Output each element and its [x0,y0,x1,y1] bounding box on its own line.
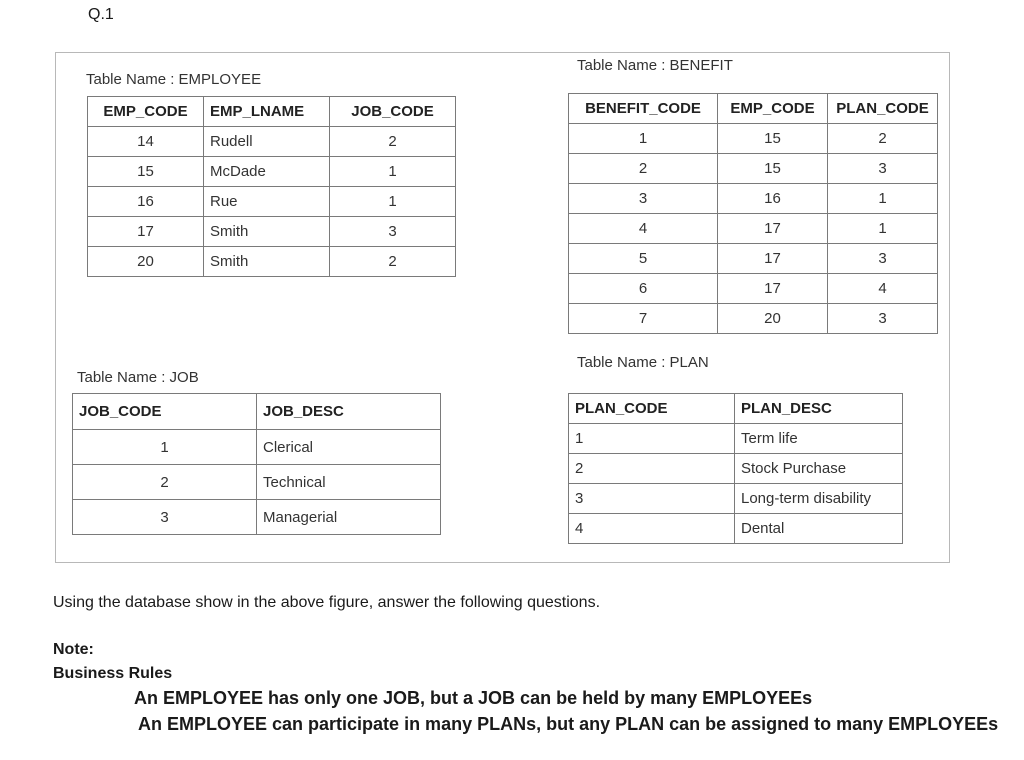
table-cell: 1 [73,430,257,465]
table-cell: 1 [569,424,735,454]
table-row [73,465,441,500]
table-row [569,214,938,244]
table-cell: 15 [718,124,828,154]
question-number: Q.1 [88,6,114,23]
employee-table [87,96,456,277]
table-row [569,184,938,214]
table-cell: McDade [204,157,330,187]
table-cell: Term life [735,424,903,454]
table-cell: Clerical [257,430,441,465]
benefit-header-benefit-code: BENEFIT_CODE [569,94,718,124]
table-cell: Managerial [257,500,441,535]
table-cell: 17 [718,214,828,244]
table-row [88,217,456,247]
table-cell: 20 [718,304,828,334]
job-table-caption: Table Name : JOB [77,369,199,386]
table-cell: 4 [828,274,938,304]
table-cell: 15 [88,157,204,187]
employee-header-job-code: JOB_CODE [330,97,456,127]
table-cell: Long-term disability [735,484,903,514]
plan-header-plan-desc: PLAN_DESC [735,394,903,424]
plan-table [568,393,903,544]
employee-header-emp-lname: EMP_LNAME [204,97,330,127]
table-cell: 14 [88,127,204,157]
table-row [88,127,456,157]
table-cell: 5 [569,244,718,274]
table-cell: 3 [828,244,938,274]
table-row [569,424,903,454]
table-cell: 1 [330,187,456,217]
table-cell: 16 [718,184,828,214]
table-cell: 2 [73,465,257,500]
table-cell: 3 [828,304,938,334]
table-cell: 17 [88,217,204,247]
table-cell: Stock Purchase [735,454,903,484]
table-cell: 1 [828,214,938,244]
table-cell: 1 [330,157,456,187]
table-cell: 3 [569,184,718,214]
table-cell: 4 [569,214,718,244]
table-cell: Technical [257,465,441,500]
business-rule-employee-job: An EMPLOYEE has only one JOB, but a JOB can be held by many EMPLOYEEs [134,688,813,708]
table-row [88,247,456,277]
job-header-job-code: JOB_CODE [73,394,257,430]
table-cell: 4 [569,514,735,544]
plan-table-caption: Table Name : PLAN [577,354,709,371]
table-row [569,154,938,184]
table-cell: 6 [569,274,718,304]
table-cell: 3 [330,217,456,247]
table-row [73,500,441,535]
table-cell: 2 [569,454,735,484]
business-rules-heading: Business Rules [53,665,173,682]
table-row [569,454,903,484]
table-cell: 7 [569,304,718,334]
table-row [569,244,938,274]
job-table [72,393,441,535]
table-cell: 20 [88,247,204,277]
table-row [569,274,938,304]
table-cell: 2 [569,154,718,184]
table-cell: 1 [828,184,938,214]
table-row [88,187,456,217]
table-cell: 17 [718,244,828,274]
table-row [88,157,456,187]
table-cell: 16 [88,187,204,217]
table-cell: Rudell [204,127,330,157]
business-rule-employee-plan: An EMPLOYEE can participate in many PLANs, but any PLAN can be assigned to many EMPLOYEEs [138,714,999,734]
table-row [569,124,938,154]
table-row [569,514,903,544]
table-row [569,484,903,514]
table-cell: Smith [204,217,330,247]
table-cell: 17 [718,274,828,304]
job-header-job-desc: JOB_DESC [257,394,441,430]
benefit-header-plan-code: PLAN_CODE [828,94,938,124]
table-cell: Smith [204,247,330,277]
table-row [73,430,441,465]
table-cell: 3 [828,154,938,184]
instructions-text: Using the database show in the above figure, answer the following questions. [53,594,601,611]
table-cell: Dental [735,514,903,544]
benefit-table-caption: Table Name : BENEFIT [577,57,733,74]
benefit-header-emp-code: EMP_CODE [718,94,828,124]
table-cell: 2 [828,124,938,154]
plan-header-plan-code: PLAN_CODE [569,394,735,424]
employee-header-emp-code: EMP_CODE [88,97,204,127]
employee-table-caption: Table Name : EMPLOYEE [86,71,262,88]
table-cell: Rue [204,187,330,217]
table-cell: 3 [569,484,735,514]
table-cell: 15 [718,154,828,184]
note-label: Note: [53,641,94,658]
table-cell: 2 [330,247,456,277]
benefit-table [568,93,938,334]
table-row [569,304,938,334]
table-cell: 2 [330,127,456,157]
table-cell: 3 [73,500,257,535]
table-cell: 1 [569,124,718,154]
